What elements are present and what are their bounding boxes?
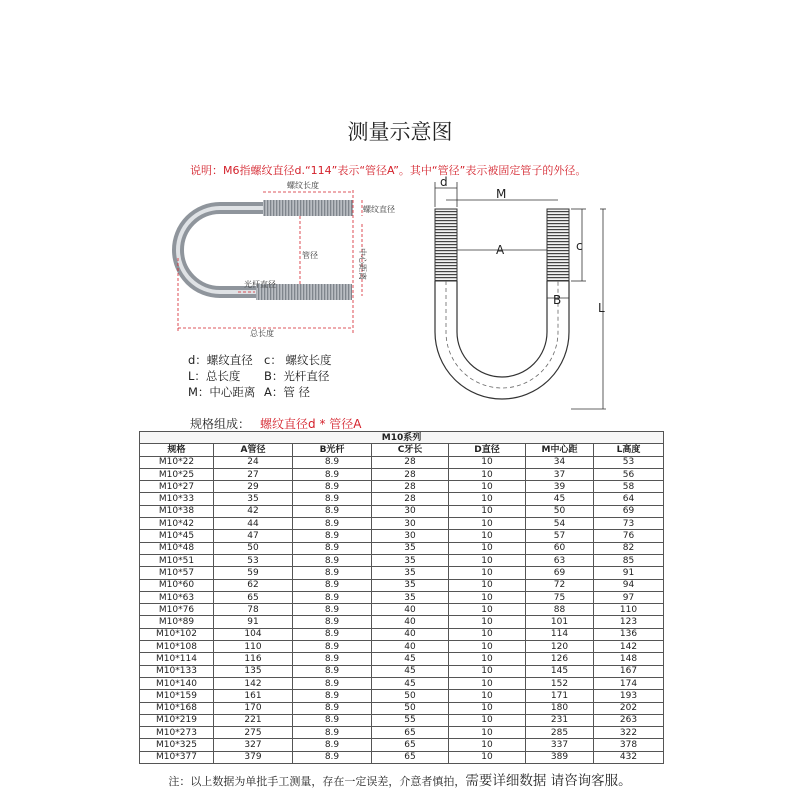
- table-cell: 10: [449, 677, 526, 689]
- table-cell: 104: [214, 628, 293, 640]
- table-cell: M10*45: [140, 530, 214, 542]
- table-cell: 58: [594, 481, 664, 493]
- table-cell: 10: [449, 554, 526, 566]
- thread-diameter-label: 螺纹直径: [363, 205, 395, 214]
- table-cell: 34: [526, 456, 594, 468]
- table-cell: M10*114: [140, 653, 214, 665]
- table-cell: 97: [594, 591, 664, 603]
- table-cell: 29: [214, 481, 293, 493]
- table-cell: 10: [449, 481, 526, 493]
- table-cell: 10: [449, 542, 526, 554]
- table-row: [140, 714, 664, 726]
- table-cell: 8.9: [293, 702, 372, 714]
- table-row: [140, 665, 664, 677]
- table-row: [140, 481, 664, 493]
- table-cell: 8.9: [293, 505, 372, 517]
- table-cell: M10*325: [140, 739, 214, 751]
- table-header-row: [140, 444, 664, 456]
- table-cell: 82: [594, 542, 664, 554]
- table-cell: 10: [449, 628, 526, 640]
- table-row: [140, 579, 664, 591]
- table-cell: 10: [449, 739, 526, 751]
- table-cell: M10*133: [140, 665, 214, 677]
- legend-b: B：光杆直径: [264, 369, 330, 383]
- table-cell: 8.9: [293, 456, 372, 468]
- table-cell: 76: [594, 530, 664, 542]
- table-cell: 10: [449, 653, 526, 665]
- table-cell: 40: [372, 628, 449, 640]
- table-cell: M10*48: [140, 542, 214, 554]
- table-row: [140, 493, 664, 505]
- table-cell: 30: [372, 505, 449, 517]
- table-cell: 10: [449, 468, 526, 480]
- table-cell: M10*140: [140, 677, 214, 689]
- table-cell: 64: [594, 493, 664, 505]
- table-cell: 135: [214, 665, 293, 677]
- table-cell: M10*60: [140, 579, 214, 591]
- table-cell: 432: [594, 751, 664, 763]
- table-cell: 8.9: [293, 604, 372, 616]
- table-cell: 35: [372, 579, 449, 591]
- table-cell: M10*159: [140, 690, 214, 702]
- table-cell: 8.9: [293, 542, 372, 554]
- table-cell: 88: [526, 604, 594, 616]
- table-cell: 136: [594, 628, 664, 640]
- table-cell: 44: [214, 518, 293, 530]
- table-cell: 8.9: [293, 554, 372, 566]
- table-cell: 327: [214, 739, 293, 751]
- footer-small: 注：以上数据为单批手工测量，存在一定误差，介意者慎拍，: [168, 775, 466, 788]
- table-cell: 30: [372, 518, 449, 530]
- table-cell: M10*102: [140, 628, 214, 640]
- table-cell: 53: [594, 456, 664, 468]
- table-cell: 110: [594, 604, 664, 616]
- table-row: [140, 468, 664, 480]
- table-cell: 8.9: [293, 591, 372, 603]
- table-cell: 389: [526, 751, 594, 763]
- table-cell: 8.9: [293, 751, 372, 763]
- table-cell: 27: [214, 468, 293, 480]
- table-cell: 59: [214, 567, 293, 579]
- table-cell: 10: [449, 616, 526, 628]
- table-cell: M10*27: [140, 481, 214, 493]
- table-cell: 91: [594, 567, 664, 579]
- table-cell: M10*57: [140, 567, 214, 579]
- table-cell: 126: [526, 653, 594, 665]
- table-row: [140, 641, 664, 653]
- table-cell: 231: [526, 714, 594, 726]
- table-cell: 10: [449, 751, 526, 763]
- table-cell: 10: [449, 641, 526, 653]
- table-cell: 40: [372, 616, 449, 628]
- center-distance-label: 中心距离: [358, 248, 367, 280]
- table-cell: M10*76: [140, 604, 214, 616]
- table-cell: 110: [214, 641, 293, 653]
- table-cell: 180: [526, 702, 594, 714]
- table-row: [140, 554, 664, 566]
- table-row: [140, 616, 664, 628]
- table-cell: 69: [594, 505, 664, 517]
- table-cell: 72: [526, 579, 594, 591]
- table-cell: 73: [594, 518, 664, 530]
- table-row: [140, 505, 664, 517]
- table-cell: M10*38: [140, 505, 214, 517]
- dimension-legend: [188, 352, 331, 400]
- table-cell: 53: [214, 554, 293, 566]
- table-cell: 35: [372, 591, 449, 603]
- table-cell: 63: [526, 554, 594, 566]
- table-cell: 263: [594, 714, 664, 726]
- table-row: [140, 702, 664, 714]
- table-cell: 8.9: [293, 677, 372, 689]
- footer-big: 需要详细数据 请咨询客服。: [465, 773, 632, 789]
- spec-table: [139, 431, 663, 764]
- table-cell: 56: [594, 468, 664, 480]
- table-cell: 120: [526, 641, 594, 653]
- table-cell: 62: [214, 579, 293, 591]
- table-cell: 35: [372, 567, 449, 579]
- table-cell: 28: [372, 468, 449, 480]
- u-bolt-schematic: [410, 172, 620, 417]
- u-bolt-photo: [150, 178, 420, 338]
- legend-d: d：螺纹直径: [188, 353, 253, 367]
- table-cell: 10: [449, 518, 526, 530]
- table-cell: 8.9: [293, 714, 372, 726]
- table-cell: 10: [449, 567, 526, 579]
- legend-c: c： 螺纹长度: [264, 353, 332, 367]
- table-row: [140, 542, 664, 554]
- legend-l: L：总长度: [188, 369, 241, 383]
- table-cell: 8.9: [293, 665, 372, 677]
- table-cell: 91: [214, 616, 293, 628]
- table-cell: 10: [449, 665, 526, 677]
- table-cell: 161: [214, 690, 293, 702]
- table-cell: 171: [526, 690, 594, 702]
- thread-length-label: 螺纹长度: [287, 181, 319, 190]
- footer-note: [0, 769, 800, 789]
- table-cell: 8.9: [293, 493, 372, 505]
- column-header: M中心距: [526, 444, 594, 456]
- table-cell: 40: [372, 641, 449, 653]
- table-row: [140, 739, 664, 751]
- upper-thread: [263, 200, 353, 216]
- table-cell: 45: [372, 677, 449, 689]
- dim-b-label: B: [553, 293, 562, 307]
- table-cell: 35: [372, 542, 449, 554]
- table-cell: 8.9: [293, 739, 372, 751]
- table-cell: 193: [594, 690, 664, 702]
- table-cell: 8.9: [293, 628, 372, 640]
- spec-label: 规格组成：: [190, 417, 251, 431]
- table-cell: M10*42: [140, 518, 214, 530]
- dim-d-label: d: [440, 175, 448, 189]
- table-cell: 8.9: [293, 468, 372, 480]
- table-cell: M10*168: [140, 702, 214, 714]
- table-cell: 54: [526, 518, 594, 530]
- table-cell: 60: [526, 542, 594, 554]
- table-cell: 45: [372, 653, 449, 665]
- column-header: C牙长: [372, 444, 449, 456]
- table-cell: 275: [214, 727, 293, 739]
- table-cell: 116: [214, 653, 293, 665]
- table-cell: M10*273: [140, 727, 214, 739]
- total-length-label: 总长度: [250, 329, 274, 338]
- table-cell: 10: [449, 727, 526, 739]
- table-cell: 42: [214, 505, 293, 517]
- table-cell: 8.9: [293, 530, 372, 542]
- table-cell: 35: [214, 493, 293, 505]
- table-cell: 50: [214, 542, 293, 554]
- table-cell: 8.9: [293, 616, 372, 628]
- table-cell: M10*108: [140, 641, 214, 653]
- table-cell: 174: [594, 677, 664, 689]
- table-cell: 39: [526, 481, 594, 493]
- table-cell: 57: [526, 530, 594, 542]
- table-cell: 28: [372, 493, 449, 505]
- rod-diameter-label: 光杆直径: [244, 280, 276, 289]
- table-row: [140, 456, 664, 468]
- table-cell: 40: [372, 604, 449, 616]
- table-row: [140, 567, 664, 579]
- column-header: 规格: [140, 444, 214, 456]
- table-cell: 8.9: [293, 481, 372, 493]
- column-header: B光杆: [293, 444, 372, 456]
- table-cell: 142: [594, 641, 664, 653]
- table-cell: 47: [214, 530, 293, 542]
- table-cell: 85: [594, 554, 664, 566]
- table-cell: 10: [449, 591, 526, 603]
- table-row: [140, 604, 664, 616]
- table-cell: 69: [526, 567, 594, 579]
- table-row: [140, 727, 664, 739]
- table-body: [140, 456, 664, 763]
- table-cell: 94: [594, 579, 664, 591]
- table-cell: 8.9: [293, 567, 372, 579]
- table-cell: 8.9: [293, 690, 372, 702]
- table-cell: 45: [372, 665, 449, 677]
- table-row: [140, 751, 664, 763]
- table-cell: 28: [372, 456, 449, 468]
- table-cell: 8.9: [293, 579, 372, 591]
- table-cell: 101: [526, 616, 594, 628]
- table-cell: 148: [594, 653, 664, 665]
- table-row: [140, 518, 664, 530]
- table-cell: 123: [594, 616, 664, 628]
- series-title: M10系列: [140, 432, 664, 444]
- table-cell: 322: [594, 727, 664, 739]
- table-cell: 37: [526, 468, 594, 480]
- table-cell: 221: [214, 714, 293, 726]
- table-cell: 378: [594, 739, 664, 751]
- table-cell: 65: [372, 739, 449, 751]
- table-cell: M10*63: [140, 591, 214, 603]
- table-cell: 152: [526, 677, 594, 689]
- table-cell: 202: [594, 702, 664, 714]
- table-row: [140, 628, 664, 640]
- table-cell: 50: [372, 702, 449, 714]
- legend-m: M：中心距离: [188, 385, 256, 399]
- table-cell: M10*219: [140, 714, 214, 726]
- table-cell: 145: [526, 665, 594, 677]
- legend-a: A：管 径: [264, 385, 311, 399]
- table-cell: 8.9: [293, 518, 372, 530]
- table-row: [140, 653, 664, 665]
- column-header: A管径: [214, 444, 293, 456]
- table-cell: M10*33: [140, 493, 214, 505]
- table-row: [140, 591, 664, 603]
- table-cell: 10: [449, 505, 526, 517]
- column-header: L高度: [594, 444, 664, 456]
- table-row: [140, 530, 664, 542]
- table-cell: 50: [372, 690, 449, 702]
- spec-composition: [190, 415, 361, 432]
- table-cell: 10: [449, 530, 526, 542]
- table-cell: 75: [526, 591, 594, 603]
- table-cell: 45: [526, 493, 594, 505]
- table-cell: M10*22: [140, 456, 214, 468]
- table-cell: 50: [526, 505, 594, 517]
- dim-a-label: A: [496, 243, 505, 257]
- table-cell: 10: [449, 604, 526, 616]
- table-cell: 65: [214, 591, 293, 603]
- table-cell: 10: [449, 714, 526, 726]
- table-cell: M10*377: [140, 751, 214, 763]
- table-cell: 167: [594, 665, 664, 677]
- table-cell: 10: [449, 493, 526, 505]
- dim-l-label: L: [598, 301, 605, 315]
- table-cell: 8.9: [293, 641, 372, 653]
- table-cell: 24: [214, 456, 293, 468]
- table-cell: 8.9: [293, 653, 372, 665]
- table-cell: M10*89: [140, 616, 214, 628]
- table-cell: 10: [449, 579, 526, 591]
- table-cell: 28: [372, 481, 449, 493]
- page-title: 测量示意图: [347, 120, 453, 144]
- spec-formula: 螺纹直径d * 管径A: [260, 417, 362, 431]
- pipe-diameter-label: 管径: [302, 251, 318, 260]
- table-cell: 10: [449, 456, 526, 468]
- table-cell: 114: [526, 628, 594, 640]
- dim-c-label: c: [576, 239, 583, 253]
- table-cell: M10*25: [140, 468, 214, 480]
- table-cell: 65: [372, 751, 449, 763]
- table-cell: 10: [449, 690, 526, 702]
- table-cell: 142: [214, 677, 293, 689]
- table-cell: M10*51: [140, 554, 214, 566]
- table-cell: 35: [372, 554, 449, 566]
- table-cell: 170: [214, 702, 293, 714]
- table-cell: 55: [372, 714, 449, 726]
- table-cell: 337: [526, 739, 594, 751]
- table-cell: 8.9: [293, 727, 372, 739]
- table-cell: 10: [449, 702, 526, 714]
- table-cell: 30: [372, 530, 449, 542]
- table-cell: 78: [214, 604, 293, 616]
- red-note: 说明：M6指螺纹直径d.“114”表示“管径A”。其中“管径”表示被固定管子的外径。: [190, 164, 587, 177]
- column-header: D直径: [449, 444, 526, 456]
- table-row: [140, 690, 664, 702]
- table-cell: 285: [526, 727, 594, 739]
- table-row: [140, 677, 664, 689]
- table-cell: 65: [372, 727, 449, 739]
- table-cell: 379: [214, 751, 293, 763]
- dim-m-label: M: [496, 187, 507, 201]
